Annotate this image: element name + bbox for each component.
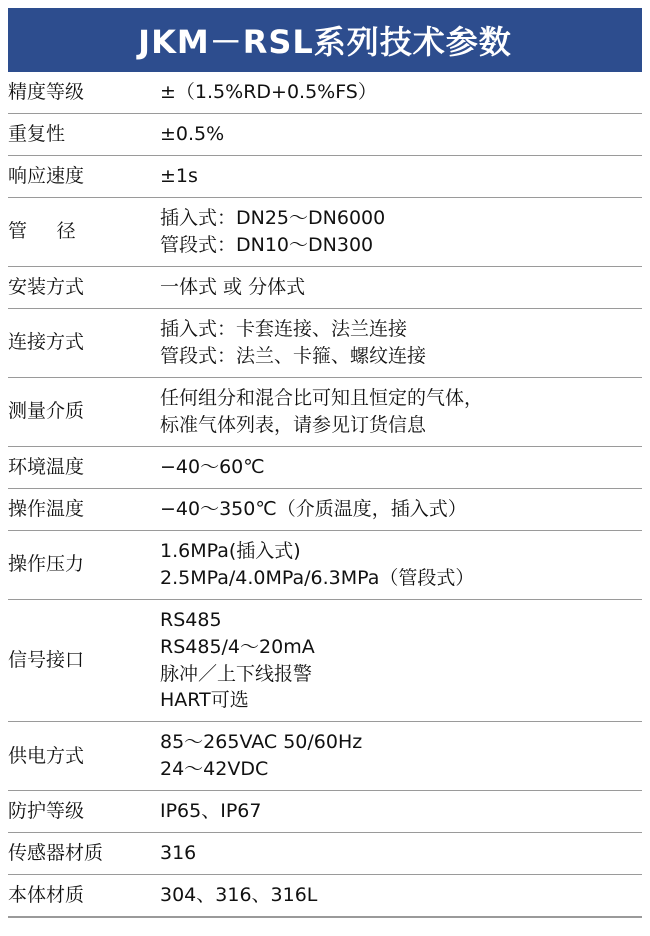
- row-value: [160, 72, 642, 113]
- row-value: [160, 791, 642, 833]
- value-line: IP65、IP67: [160, 800, 262, 823]
- row-label: 信号接口: [8, 649, 85, 672]
- table-row: [8, 722, 642, 791]
- value-line: 标准气体列表，请参见订货信息: [160, 413, 427, 436]
- table-row: [8, 266, 642, 308]
- value-line: 任何组分和混合比可知且恒定的气体，: [160, 386, 484, 409]
- row-value: [160, 530, 642, 599]
- value-line: RS485/4～20mA: [160, 635, 315, 658]
- row-label: 供电方式: [8, 744, 85, 767]
- row-label: 本体材质: [8, 884, 85, 907]
- row-label: 操作温度: [8, 497, 85, 520]
- value-line: −40～60℃: [160, 455, 265, 478]
- value-line: −40～350℃（介质温度，插入式）: [160, 497, 467, 520]
- table-row: [8, 72, 642, 113]
- row-label: 响应速度: [8, 164, 85, 187]
- value-line: ±1s: [160, 164, 198, 187]
- row-value: [160, 308, 642, 377]
- value-line: 插入式：卡套连接、法兰连接: [160, 317, 408, 340]
- value-line: HART可选: [160, 689, 249, 712]
- value-line: 24～42VDC: [160, 758, 269, 781]
- value-line: 1.6MPa(插入式): [160, 539, 301, 562]
- row-value: [160, 488, 642, 530]
- value-line: 304、316、316L: [160, 884, 318, 907]
- row-label: 测量介质: [8, 400, 85, 423]
- table-row: [8, 446, 642, 488]
- specification-table-body: [8, 72, 642, 917]
- value-line: 316: [160, 842, 197, 865]
- row-value: [160, 599, 642, 722]
- row-value: [160, 722, 642, 791]
- table-row: [8, 197, 642, 266]
- value-line: RS485: [160, 608, 222, 631]
- table-row: [8, 155, 642, 197]
- table-row: [8, 833, 642, 875]
- row-label: 操作压力: [8, 553, 85, 576]
- row-label: 防护等级: [8, 800, 85, 823]
- row-label: 管 径: [8, 220, 81, 243]
- spec-sheet: [0, 8, 650, 936]
- row-value: [160, 197, 642, 266]
- table-row: [8, 599, 642, 722]
- table-row: [8, 791, 642, 833]
- row-label: 连接方式: [8, 331, 85, 354]
- specification-table: [8, 72, 642, 917]
- table-row: [8, 488, 642, 530]
- row-value: [160, 833, 642, 875]
- value-line: 插入式：DN25～DN6000: [160, 206, 386, 229]
- value-line: 一体式 或 分体式: [160, 275, 306, 298]
- row-value: [160, 266, 642, 308]
- row-label: 传感器材质: [8, 842, 104, 865]
- footer-divider: [8, 917, 642, 918]
- row-label: 精度等级: [8, 81, 85, 103]
- table-row: [8, 113, 642, 155]
- row-label: 安装方式: [8, 275, 85, 298]
- page-title: JKM－RSL系列技术参数: [138, 23, 512, 61]
- value-line: 管段式：法兰、卡箍、螺纹连接: [160, 344, 427, 367]
- value-line: ±（1.5%RD+0.5%FS）: [160, 81, 377, 103]
- value-line: 85～265VAC 50/60Hz: [160, 731, 363, 754]
- row-value: [160, 113, 642, 155]
- row-value: [160, 875, 642, 917]
- table-row: [8, 875, 642, 917]
- table-row: [8, 530, 642, 599]
- row-value: [160, 155, 642, 197]
- table-row: [8, 308, 642, 377]
- value-line: ±0.5%: [160, 122, 225, 145]
- row-value: [160, 446, 642, 488]
- value-line: 管段式：DN10～DN300: [160, 233, 374, 256]
- row-value: [160, 377, 642, 446]
- value-line: 脉冲／上下线报警: [160, 662, 313, 685]
- row-label: 环境温度: [8, 455, 85, 478]
- row-label: 重复性: [8, 122, 66, 145]
- value-line: 2.5MPa/4.0MPa/6.3MPa（管段式）: [160, 566, 475, 589]
- table-row: [8, 377, 642, 446]
- title-bar: [8, 8, 642, 72]
